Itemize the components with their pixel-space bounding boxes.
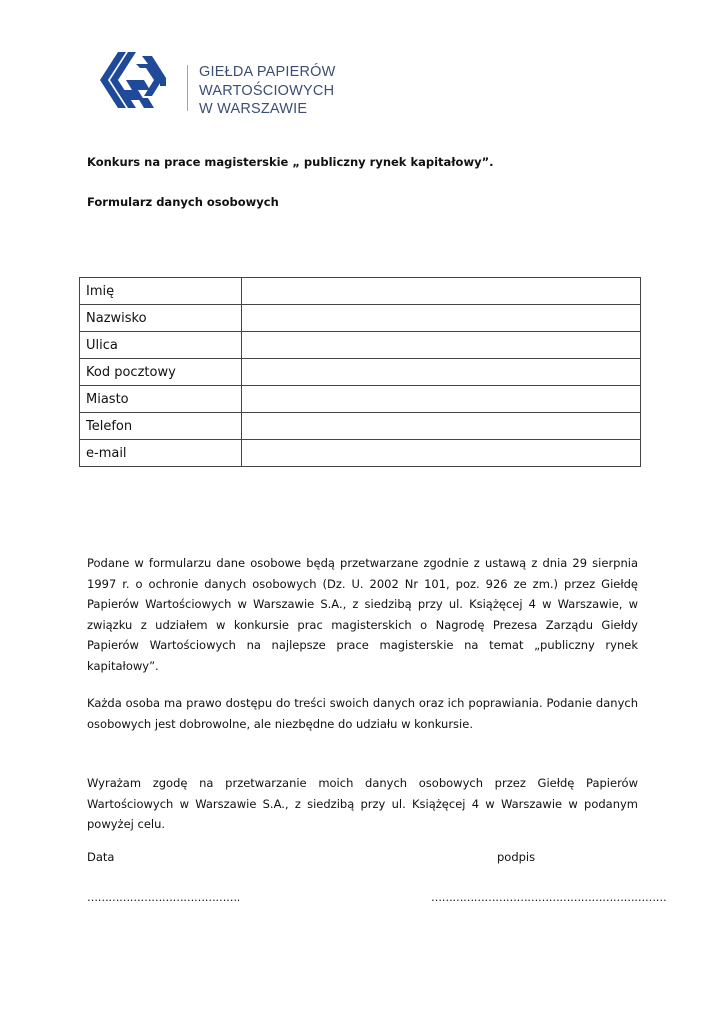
consent-paragraph: Wyrażam zgodę na przetwarzanie moich danych osobowych przez Giełdę Papierów Wartościowych w Warszawie S.A., z siedzibą przy ul. Książęcej 4 w Warszawie w podanym powyżej celu. bbox=[87, 776, 638, 831]
table-row bbox=[80, 278, 641, 305]
table-row bbox=[80, 386, 641, 413]
gpw-logo-icon bbox=[96, 50, 166, 114]
field-value-city[interactable] bbox=[242, 386, 641, 413]
logo-separator bbox=[187, 65, 188, 111]
date-line: ……………………………………. bbox=[87, 891, 240, 904]
rights-paragraph: Każda osoba ma prawo dostępu do treści swoich danych oraz ich poprawiania. Podanie danych osobowych jest dobrowolne, ale niezbędne do udziału w konkursie. bbox=[87, 696, 638, 731]
logo-line-2: WARTOŚCIOWYCH bbox=[199, 82, 335, 99]
field-value-postal-code[interactable] bbox=[242, 359, 641, 386]
table-row bbox=[80, 413, 641, 440]
privacy-paragraph: Podane w formularzu dane osobowe będą przetwarzane zgodnie z ustawą z dnia 29 sierpnia 1997 r. o ochronie danych osobowych (Dz. U. 2002 Nr 101, poz. 926 ze zm.) przez Giełdę Papierów Wartościowych w Warszawie S.A., z siedzibą przy ul. Książęcej 4 w Warszawie, w związku z udziałem w konkursie prac magisterskich o Nagrodę Prezesa Zarządu Giełdy Papierów Wartościowych na najlepsze prace magisterskie na temat „publiczny rynek kapitałowy”. bbox=[87, 556, 638, 673]
signature-label: podpis bbox=[497, 850, 536, 864]
field-label-phone: Telefon bbox=[80, 413, 242, 440]
form-subtitle: Formularz danych osobowych bbox=[87, 195, 279, 209]
field-label-last-name: Nazwisko bbox=[80, 305, 242, 332]
field-label-street: Ulica bbox=[80, 332, 242, 359]
field-value-first-name[interactable] bbox=[242, 278, 641, 305]
field-label-city: Miasto bbox=[80, 386, 242, 413]
date-label: Data bbox=[87, 850, 115, 864]
table-row bbox=[80, 359, 641, 386]
field-value-last-name[interactable] bbox=[242, 305, 641, 332]
field-label-postal-code: Kod pocztowy bbox=[80, 359, 242, 386]
field-value-email[interactable] bbox=[242, 440, 641, 467]
logo-line-3: W WARSZAWIE bbox=[199, 101, 308, 117]
field-value-phone[interactable] bbox=[242, 413, 641, 440]
personal-data-table bbox=[79, 277, 641, 467]
table-row bbox=[80, 305, 641, 332]
logo-wordmark bbox=[199, 63, 336, 119]
document-title: Konkurs na prace magisterskie „ publiczny rynek kapitałowy”. bbox=[87, 155, 494, 169]
field-label-first-name: Imię bbox=[80, 278, 242, 305]
field-label-email: e-mail bbox=[80, 440, 242, 467]
logo-line-1: GIEŁDA PAPIERÓW bbox=[199, 64, 336, 80]
table-row bbox=[80, 332, 641, 359]
signature-line: ………………………………………………………… bbox=[431, 891, 667, 904]
field-value-street[interactable] bbox=[242, 332, 641, 359]
table-row bbox=[80, 440, 641, 467]
